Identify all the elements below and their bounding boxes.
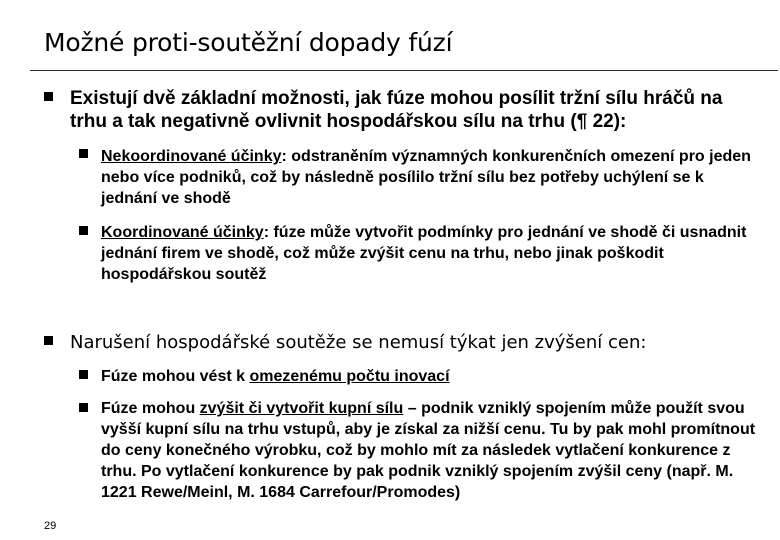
sub-bullet-rest: – podnik vzniklý spojením může použít svou vyšší kupní sílu na trhu vstupů, aby je získal za nižší cenu. Tu by pak mohl promítnout do ceny konečného výrobku, což by mohlo mít za následek vytlačení konkurence z trhu. Po vytlačení konkurence by pak podnik vzniklý spojením zvýšil ceny (např. M. 1221 Rewe/Meinl, M. 1684 Carrefour/Promodes) xyxy=(101,400,756,501)
sub-bullet-marker xyxy=(79,370,88,379)
sub-bullet-pre: Fúze mohou vést k xyxy=(101,368,250,385)
sub-bullet-marker xyxy=(79,403,88,412)
bullet-text: Narušení hospodářské soutěže se nemusí týkat jen zvýšení cen: xyxy=(70,332,647,353)
sub-bullet-marker xyxy=(79,149,88,158)
page-number: 29 xyxy=(44,520,57,532)
title-divider xyxy=(30,70,778,71)
bullet-marker xyxy=(44,92,53,101)
sub-bullet-text xyxy=(101,398,761,503)
sub-bullet-text xyxy=(101,222,761,285)
bullet-text: Existují dvě základní možnosti, jak fúze mohou posílit tržní sílu hráčů na trhu a tak negativně ovlivnit hospodářskou sílu na trhu (¶ 22): xyxy=(70,88,723,132)
sub-bullet-term: zvýšit či vytvořit kupní sílu xyxy=(199,400,404,417)
bullet-marker xyxy=(44,336,53,345)
sub-bullet-text xyxy=(101,366,761,387)
sub-bullet-marker xyxy=(79,226,88,235)
sub-bullet-rest: : fúze může vytvořit podmínky pro jednání ve shodě či usnadnit jednání firem ve shodě, což může zvýšit cenu na trhu, nebo jinak poškodit hospodářskou soutěž xyxy=(101,224,747,283)
sub-bullet-pre: Fúze mohou xyxy=(101,400,200,417)
slide-title: Možné proti-soutěžní dopady fúzí xyxy=(44,28,453,57)
sub-bullet-text xyxy=(101,146,761,209)
sub-bullet-rest: : odstraněním významných konkurenčních omezení pro jeden nebo více podniků, což by následně posílilo tržní sílu bez potřeby uchýlení se k jednání ve shodě xyxy=(101,148,751,207)
sub-bullet-term: omezenému počtu inovací xyxy=(249,368,450,385)
sub-bullet-term: Koordinované účinky xyxy=(101,224,264,241)
sub-bullet-term: Nekoordinované účinky xyxy=(101,148,282,165)
